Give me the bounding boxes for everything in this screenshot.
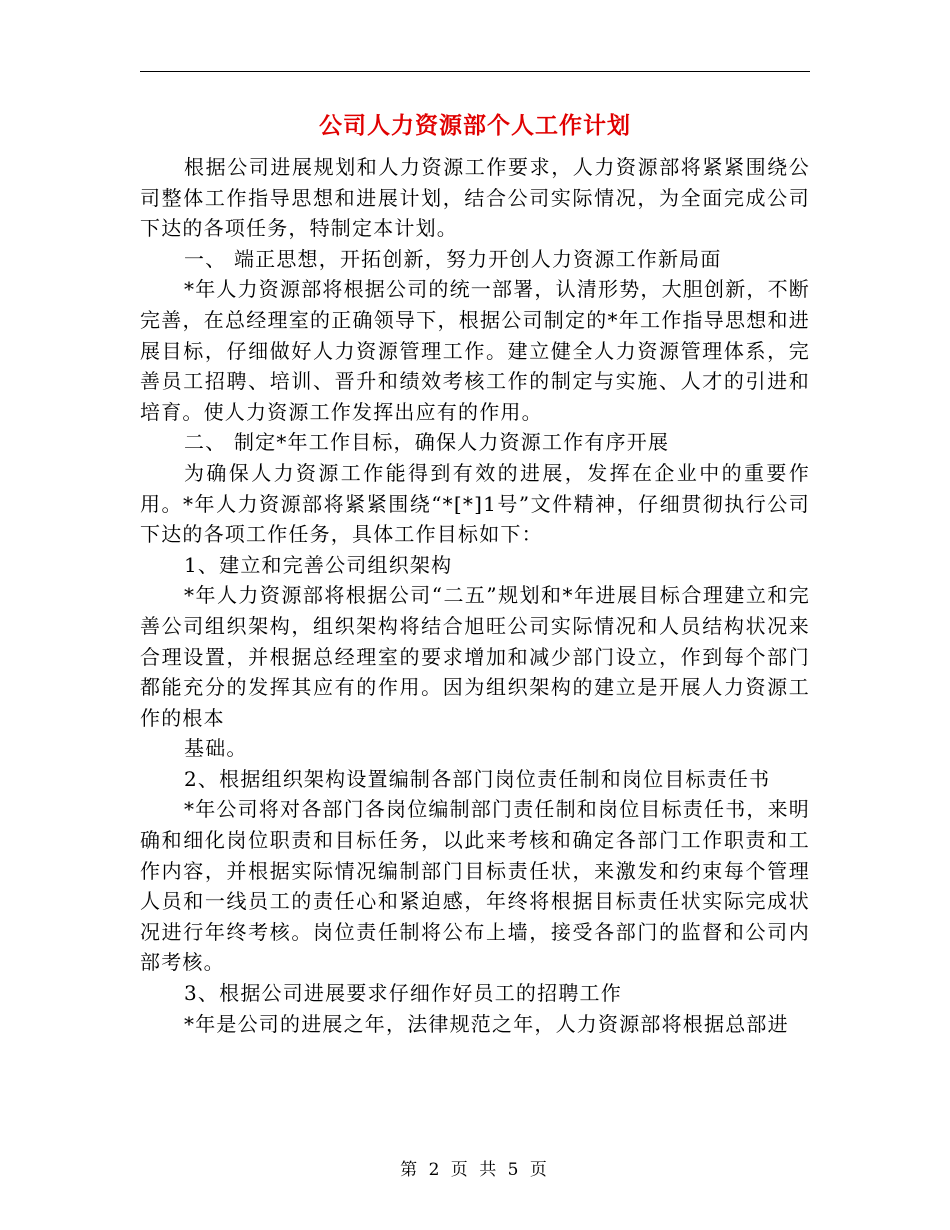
paragraph-subsection-3: *年是公司的进展之年，法律规范之年，人力资源部将根据总部进 — [184, 1011, 789, 1036]
document-title: 公司人力资源部个人工作计划 — [319, 112, 631, 139]
header-rule — [140, 71, 810, 72]
subheading-2: 2、根据组织架构设置编制各部门岗位责任制和岗位目标责任书 — [184, 766, 771, 791]
paragraph-subsection-2: *年公司将对各部门各岗位编制部门责任制和岗位目标责任书，来明确和细化岗位职责和目标任务，以此来考核和确定各部门工作职责和工作内容，并根据实际情况编制部门目标责任状，来激发和约束每个管理人员和一线员工的责任心和紧迫感，年终将根据目标责任状实际完成状况进行年终考核。岗位责任制将公布上墙，接受各部门的监督和公司内部考核。 — [140, 797, 810, 975]
document-body — [140, 152, 810, 1039]
subheading-1: 1、建立和完善公司组织架构 — [184, 552, 453, 577]
paragraph-subsection-1: *年人力资源部将根据公司“二五”规划和*年进展目标合理建立和完善公司组织架构，组织架构将结合旭旺公司实际情况和人员结构状况来合理设置，并根据总经理室的要求增加和减少部门设立，作到每个部门都能充分的发挥其应有的作用。因为组织架构的建立是开展人力资源工作的根本 — [140, 583, 810, 730]
paragraph-intro: 根据公司进展规划和人力资源工作要求，人力资源部将紧紧围绕公司整体工作指导思想和进展计划，结合公司实际情况，为全面完成公司下达的各项任务，特制定本计划。 — [140, 155, 810, 241]
section-heading-2: 二、 制定*年工作目标，确保人力资源工作有序开展 — [184, 430, 670, 455]
page-indicator: 第 2 页 共 5 页 — [400, 1160, 550, 1180]
paragraph-section-2: 为确保人力资源工作能得到有效的进展，发挥在企业中的重要作用。*年人力资源部将紧紧围绕“*[*]1号”文件精神，仔细贯彻执行公司下达的各项工作任务，具体工作目标如下： — [140, 460, 810, 547]
paragraph-section-1: *年人力资源部将根据公司的统一部署，认清形势，大胆创新，不断完善，在总经理室的正确领导下，根据公司制定的*年工作指导思想和进展目标，仔细做好人力资源管理工作。建立健全人力资源管理体系，完善员工招聘、培训、晋升和绩效考核工作的制定与实施、人才的引进和培育。使人力资源工作发挥出应有的作用。 — [140, 277, 810, 424]
paragraph-continuation: 基础。 — [184, 736, 248, 761]
subheading-3: 3、根据公司进展要求仔细作好员工的招聘工作 — [184, 981, 622, 1006]
section-heading-1: 一、 端正思想，开拓创新，努力开创人力资源工作新局面 — [184, 246, 722, 271]
